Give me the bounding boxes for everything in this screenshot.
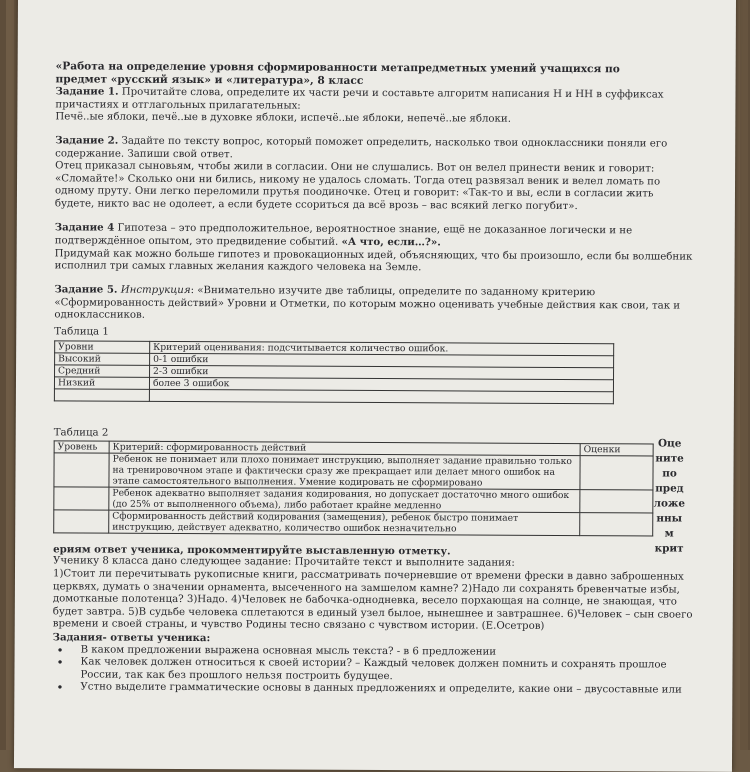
- list-item: • Устно выделите грамматические основы в данных предложениях и определите, какие они – двусоставные или: [66, 682, 692, 698]
- table1-header-cell: Уровни: [55, 341, 150, 353]
- table2-header-cell: Критерий: сформированность действий: [109, 441, 580, 455]
- table1-cell: Высокий: [55, 353, 150, 365]
- task4: [55, 221, 695, 252]
- task5-text: : «Внимательно изучите две таблицы, определите по заданному критерию «Сформированность действий» Уровни и Отметки, по которым можно оценивать учебные действия как свои, так и одноклассников.: [54, 284, 681, 321]
- table1-cell: 0-1 ошибки: [150, 354, 614, 368]
- task1-words: Печё..ые яблоки, печё..ые в духовке яблоки, испечё..ые яблоки, непечё..ые яблоки.: [55, 111, 512, 126]
- task4-bold: «А что, если…?».: [341, 235, 441, 249]
- document-title-line2: предмет «русский язык» и «литература», 8 класс: [55, 72, 364, 87]
- table1-cell: [54, 389, 149, 401]
- table2-caption: Таблица 2: [53, 427, 109, 439]
- table1-cell: Средний: [55, 365, 150, 377]
- table1: [54, 341, 614, 405]
- table-row: [54, 389, 613, 404]
- table1-caption: Таблица 1: [54, 326, 109, 338]
- table2-cell: Ребенок не понимает или плохо понимает инструкцию, выполняет задание правильно только на тренировочном этапе и фактически сразу же прекращает или делает много ошибок на этапе самостоятельного выполнения. Умение кодировать не сформировано: [109, 453, 580, 489]
- side-word: ните: [655, 452, 684, 465]
- task1: [55, 86, 695, 116]
- table1-cell: 2-3 ошибки: [150, 366, 614, 380]
- table1-header-cell: Критерий оценивания: подсчитывается количество ошибок.: [150, 342, 614, 356]
- task4-text2: Придумай как можно больше гипотез и провокационных идей, объясняющих, что бы произошло, если бы волшебник исполнил три самых главных желания каждого человека на Земле.: [54, 248, 693, 274]
- side-word: пред: [655, 482, 684, 495]
- table1-cell: Низкий: [54, 377, 149, 389]
- side-word: Оце: [657, 437, 682, 450]
- side-word: м: [664, 527, 674, 540]
- task5-instr: Инструкция: [120, 284, 191, 296]
- task5-label: Задание 5.: [54, 283, 118, 296]
- task1-label: Задание 1.: [55, 85, 119, 98]
- task2: [55, 134, 695, 164]
- side-word: нны: [656, 512, 683, 525]
- table2: [53, 440, 653, 536]
- table2-cell: [580, 489, 653, 512]
- task4-text: Гипотеза – это предположительное, вероятностное знание, ещё не доказанное логически и не подтверждённое опытом, это предвидение событий.: [54, 222, 633, 248]
- task5: [54, 283, 694, 325]
- table1-cell: более 3 ошибок: [149, 378, 613, 392]
- task2-story: Отец приказал сыновьям, чтобы жили в согласии. Они не слушались. Вот он велел принести веник и говорит: «Сломайте!» Сколько они ни бились, никому не удалось сломать. Тогда отец развязал веник и велел ломать по одному пруту. Они легко переломили прутья поодиночке. Отец и говорит: «Так-то и вы, если в согласии жить будете, никто вас не одолеет, а если будете ссориться да всё врозь – вас всякий легко погубит».: [54, 160, 661, 212]
- task1-text: Прочитайте слова, определите их части речи и составьте алгоритм написания Н и НН в суффиксах причастиях и отглагольных прилагательных:: [55, 86, 664, 112]
- tail-numbered: 1)Стоит ли перечитывать рукописные книги, рассматривать почерневшие от времени фрески в давно заброшенных церквях, думать о значении орнамента, высеченного на замшелом камне? 2)Надо ли сохранять бревенчатые избы, домотканые полотенца? 3)Надо. 4)Человек не бабочка-однодневка, весело порхающая на солнце, не знающая, что будет завтра. 5)В судьбе человека сплетаются в единый узел былое, нынешнее и завтрашнее. 6)Человек – сын своего времени и своей страны, и чувство Родины тесно связано с чувством истории. (Е.Осетров): [52, 568, 693, 633]
- table2-header-cell: Оценки: [580, 443, 653, 455]
- table2-cell: [54, 453, 109, 487]
- document-body: [52, 60, 695, 697]
- table2-cell: Сформированность действий кодирования (замещения), ребенок быстро понимает инструкцию, действует адекватно, количество ошибок незначительно: [109, 510, 580, 535]
- table-row: [54, 510, 653, 536]
- table2-cell: Ребенок адекватно выполняет задания кодирования, но допускает достаточно много ошибок (до 25% от выполненного объема), либо работает крайне медленно: [109, 487, 580, 512]
- task4-label: Задание 4: [54, 220, 115, 234]
- side-word: крит: [654, 542, 684, 555]
- table2-cell: [580, 512, 653, 535]
- table2-side-text: [649, 437, 690, 557]
- task2-text: Задайте по тексту вопрос, который поможет определить, насколько твои одноклассники поняли его содержание. Запиши свой ответ.: [55, 135, 668, 160]
- tail-line2: Ученику 8 класса дано следующее задание: Прочитайте текст и выполните задания:: [53, 555, 515, 570]
- paper-sheet: [14, 0, 736, 772]
- table-row: [54, 453, 653, 490]
- table2-cell: [54, 510, 109, 533]
- answers-list: [52, 644, 692, 698]
- side-word: по: [662, 467, 677, 480]
- table2-header-cell: Уровень: [54, 441, 109, 453]
- side-word: ложе: [653, 497, 686, 510]
- table2-cell: [580, 455, 653, 489]
- document-title-line1: «Работа на определение уровня сформированности метапредметных умений учащихся по: [55, 60, 620, 76]
- table-row: [54, 487, 653, 513]
- table2-cell: [54, 487, 109, 510]
- table1-cell: [149, 390, 613, 404]
- answers-label: Задания- ответы ученика:: [52, 631, 211, 645]
- list-item: • В каком предложении выражена основная мысль текста? - в 6 предложении: [67, 644, 693, 660]
- task2-label: Задание 2.: [55, 134, 119, 147]
- list-item: • Как человек должен относиться к своей истории? – Каждый человек должен помнить и сохранять прошлое России, так как без прошлого нельзя построить будущее.: [66, 657, 692, 685]
- tail-line1: ериям ответ ученика, прокомментируйте выставленную отметку.: [53, 543, 451, 558]
